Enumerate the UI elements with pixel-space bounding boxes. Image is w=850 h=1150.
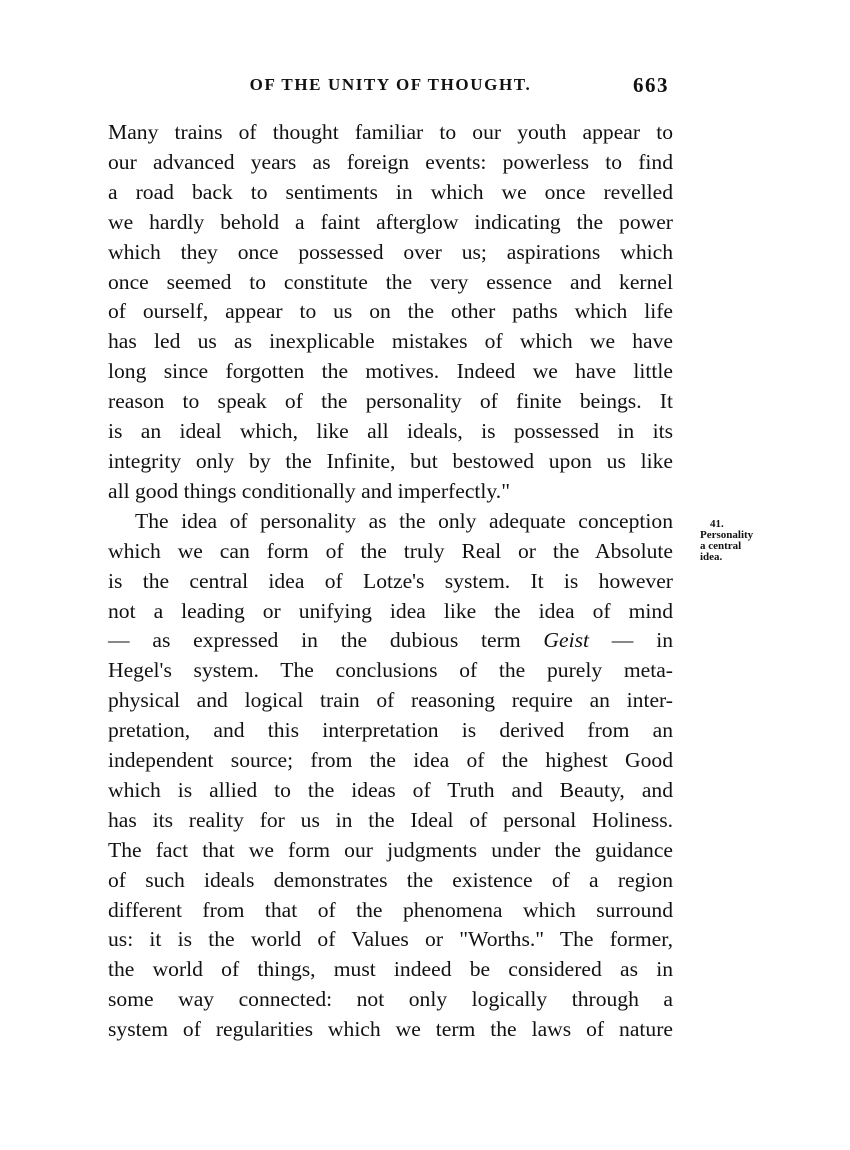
- text-line: a road back to sentiments in which we once revelled: [108, 179, 673, 204]
- paragraph-1: [108, 118, 673, 507]
- text-line: physical and logical train of reasoning require an inter-: [108, 688, 673, 713]
- text-line: different from that of the phenomena which surround: [108, 897, 673, 922]
- text-line: independent source; from the idea of the highest Good: [108, 748, 673, 773]
- text-line: — as expressed in the dubious term Geist — in: [108, 628, 673, 653]
- text-line: the world of things, must indeed be considered as in: [108, 957, 673, 982]
- text-line: long since forgotten the motives. Indeed we have little: [108, 359, 673, 384]
- text-line: Many trains of thought familiar to our youth appear to: [108, 120, 673, 144]
- text-line: is the central idea of Lotze's system. It is however: [108, 568, 673, 593]
- text-line: all good things conditionally and imperfectly.": [108, 478, 511, 503]
- page-number: 663: [633, 73, 669, 97]
- text-line: The fact that we form our judgments under the guidance: [108, 837, 673, 862]
- text-line: integrity only by the Infinite, but bestowed upon us like: [108, 448, 673, 473]
- body-text: [108, 118, 673, 1045]
- marginal-note-number: 41.: [710, 518, 724, 530]
- text-line: Hegel's system. The conclusions of the purely meta-: [108, 658, 673, 683]
- text-line: has led us as inexplicable mistakes of which we have: [108, 329, 673, 354]
- text-line: once seemed to constitute the very essence and kernel: [108, 269, 673, 294]
- text-line: us: it is the world of Values or "Worths." The former,: [108, 927, 673, 952]
- text-line: pretation, and this interpretation is derived from an: [108, 718, 673, 743]
- text-line: of such ideals demonstrates the existence of a region: [108, 867, 673, 892]
- text-line: The idea of personality as the only adequate conception: [135, 508, 673, 533]
- marginal-note-line: idea.: [700, 551, 723, 563]
- text-line: we hardly behold a faint afterglow indicating the power: [108, 209, 673, 234]
- text-line: has its reality for us in the Ideal of personal Holiness.: [108, 807, 673, 832]
- text-line: which is allied to the ideas of Truth and Beauty, and: [108, 777, 673, 802]
- text-line: which we can form of the truly Real or the Absolute: [108, 538, 673, 563]
- marginal-note-line: Personality: [700, 529, 754, 541]
- text-line: system of regularities which we term the laws of nature: [108, 1017, 673, 1042]
- running-head: [108, 70, 673, 100]
- text-line: is an ideal which, like all ideals, is possessed in its: [108, 419, 673, 444]
- text-line: of ourself, appear to us on the other paths which life: [108, 299, 673, 324]
- text-line: not a leading or unifying idea like the idea of mind: [108, 598, 673, 623]
- marginal-note-line: a central: [700, 540, 742, 552]
- text-line: some way connected: not only logically through a: [108, 987, 673, 1012]
- text-line: reason to speak of the personality of finite beings. It: [108, 389, 673, 414]
- running-title: OF THE UNITY OF THOUGHT.: [249, 75, 532, 94]
- text-line: our advanced years as foreign events: powerless to find: [108, 149, 673, 174]
- paragraph-2: [108, 507, 673, 1045]
- marginal-note: [700, 519, 770, 563]
- text-line: which they once possessed over us; aspirations which: [108, 239, 673, 264]
